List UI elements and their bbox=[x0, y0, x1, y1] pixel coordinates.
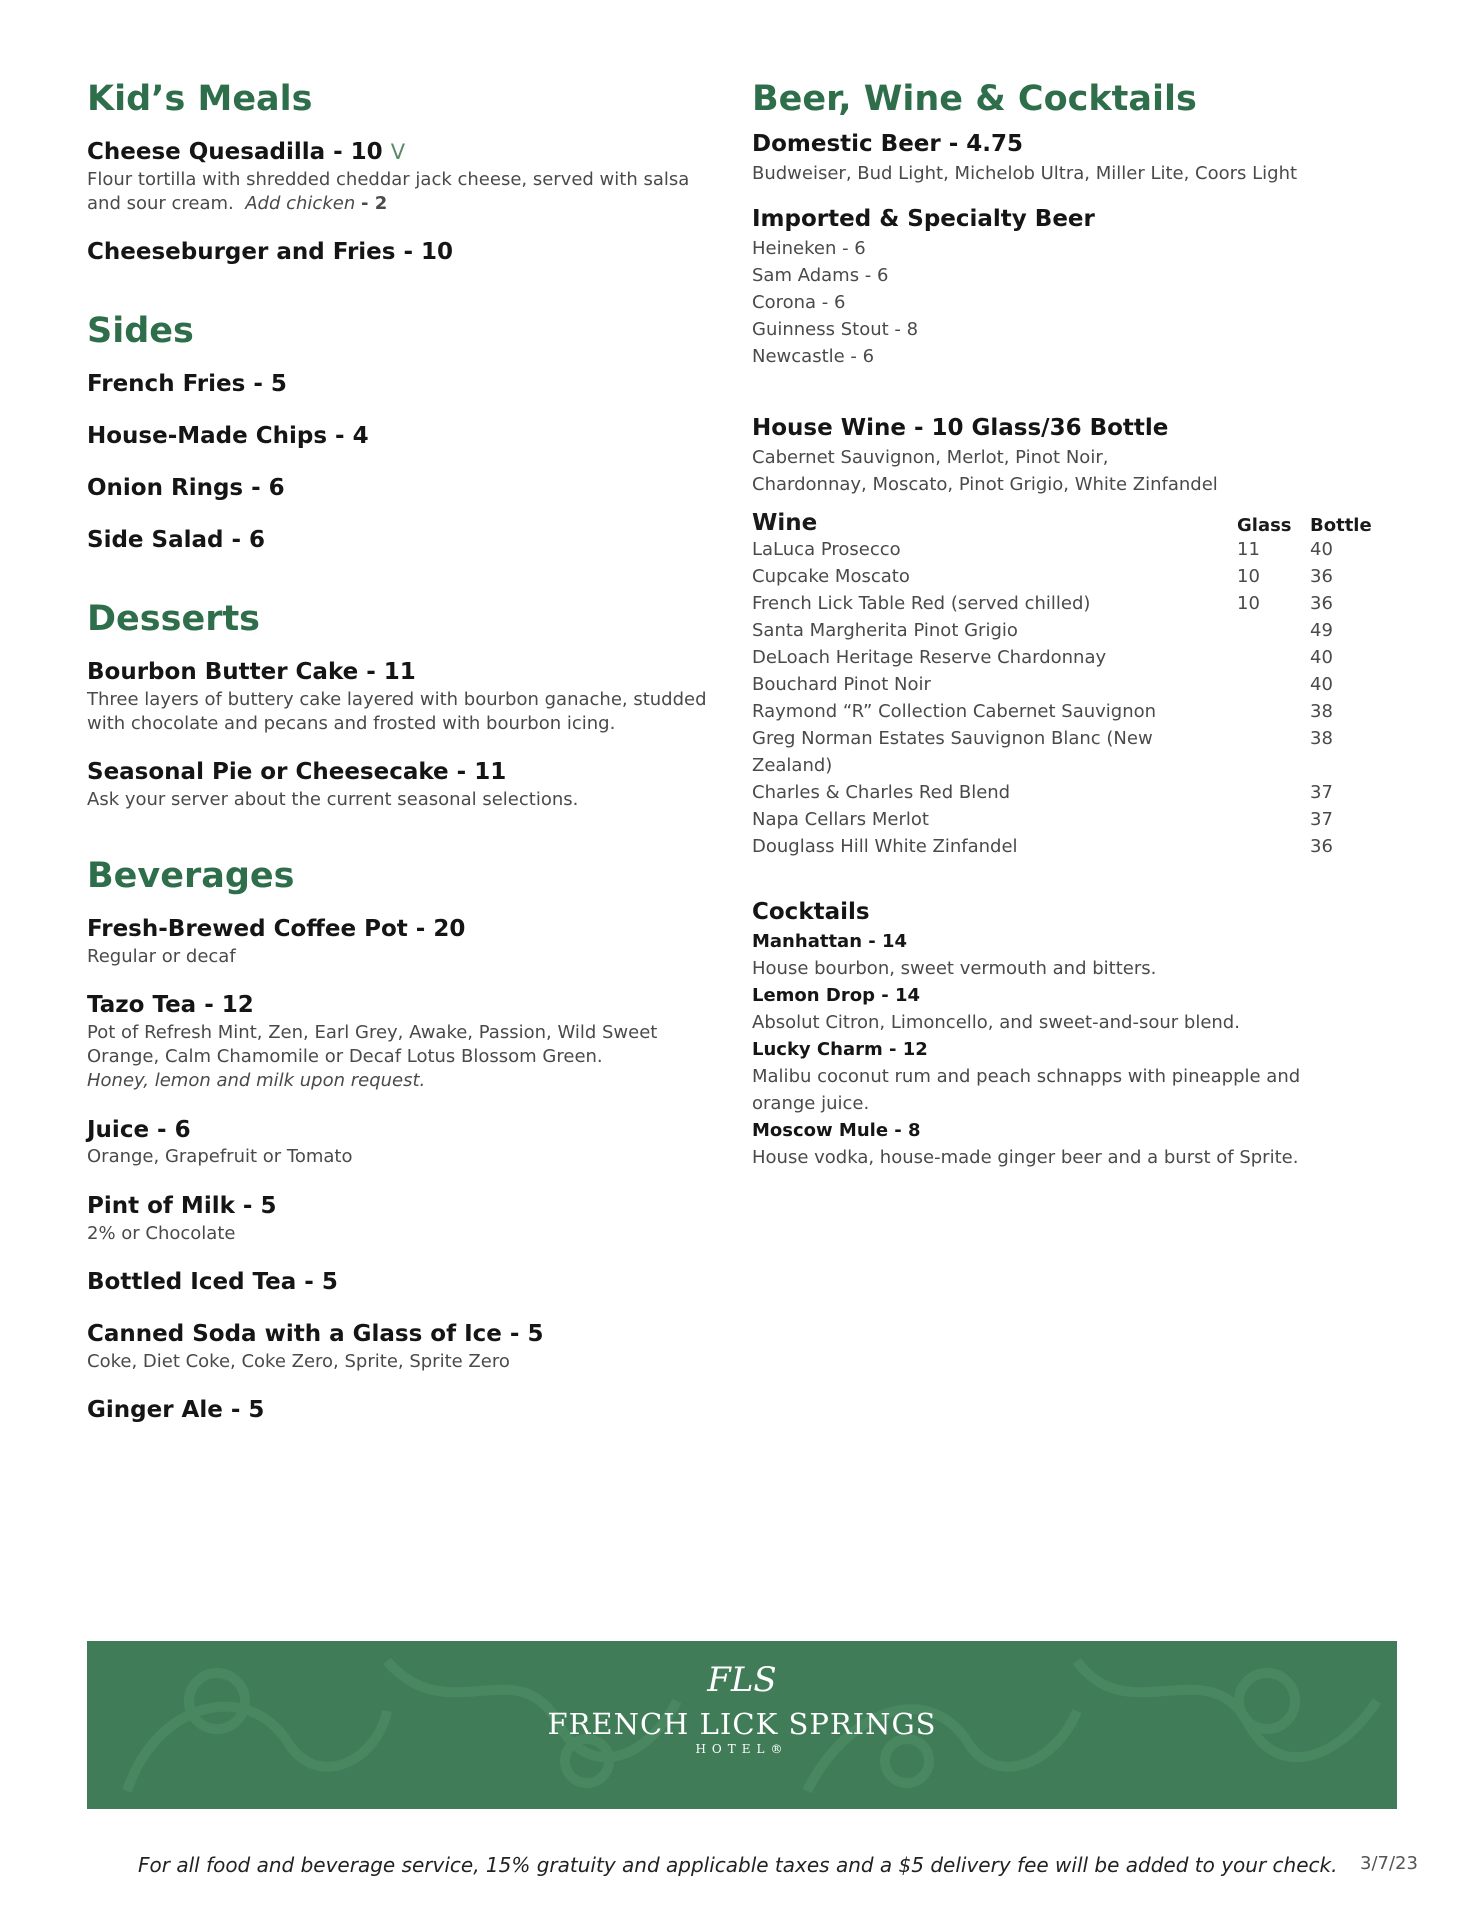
add-on-price: - 2 bbox=[360, 193, 388, 215]
menu-item bbox=[752, 130, 1402, 187]
table-row: Napa Cellars Merlot 37 bbox=[752, 808, 1333, 830]
hotel-banner bbox=[87, 1641, 1397, 1809]
glass-header: Glass bbox=[1237, 514, 1292, 536]
list-item: Heineken - 6 bbox=[752, 237, 866, 259]
menu-item bbox=[87, 915, 727, 969]
section-title-beverages: Beverages bbox=[87, 855, 295, 896]
table-row: Bouchard Pinot Noir 40 bbox=[752, 673, 1333, 695]
table-row: Santa Margherita Pinot Grigio 49 bbox=[752, 619, 1333, 641]
item-name: Juice - 6 bbox=[87, 1116, 191, 1143]
item-desc: Budweiser, Bud Light, Michelob Ultra, Miller Lite, Coors Light bbox=[752, 162, 1298, 184]
vegetarian-icon: V bbox=[390, 140, 406, 164]
menu-item bbox=[87, 1116, 727, 1170]
right-column bbox=[752, 78, 1402, 1171]
item-name: Side Salad - 6 bbox=[87, 527, 266, 554]
section-title-drinks: Beer, Wine & Cocktails bbox=[752, 79, 1197, 119]
menu-item bbox=[87, 526, 727, 556]
item-name: Bottled Iced Tea - 5 bbox=[87, 1268, 338, 1295]
menu-item bbox=[87, 1320, 727, 1374]
menu-date: 3/7/23 bbox=[1360, 1853, 1418, 1874]
table-row: LaLuca Prosecco 11 40 bbox=[752, 538, 1333, 560]
beer-list bbox=[752, 205, 1402, 370]
menu-item bbox=[87, 758, 727, 812]
list-item: Corona - 6 bbox=[752, 291, 846, 313]
section-title-desserts: Desserts bbox=[87, 598, 261, 639]
cocktail-desc: Malibu coconut rum and peach schnapps with pineapple and orange juice. bbox=[752, 1065, 1301, 1114]
item-desc: Chardonnay, Moscato, Pinot Grigio, White Zinfandel bbox=[752, 473, 1218, 495]
item-name: Bourbon Butter Cake - 11 bbox=[87, 658, 416, 685]
table-row: French Lick Table Red (served chilled) 10 36 bbox=[752, 592, 1333, 614]
section-title-sides: Sides bbox=[87, 311, 194, 352]
menu-item bbox=[87, 1192, 727, 1246]
item-name: Cheeseburger and Fries - 10 bbox=[87, 239, 454, 266]
item-name: House Wine - 10 Glass/36 Bottle bbox=[752, 414, 1169, 441]
wine-table bbox=[752, 510, 1402, 860]
table-row: Douglass Hill White Zinfandel 36 bbox=[752, 835, 1333, 857]
table-row: DeLoach Heritage Reserve Chardonnay 40 bbox=[752, 646, 1333, 668]
item-note: Honey, lemon and milk upon request. bbox=[87, 1070, 426, 1092]
item-name: Imported & Specialty Beer bbox=[752, 205, 1095, 232]
menu-item bbox=[87, 1396, 727, 1426]
table-row: Raymond “R” Collection Cabernet Sauvignon 38 bbox=[752, 700, 1333, 722]
left-column bbox=[87, 78, 727, 1448]
menu-item bbox=[87, 370, 727, 400]
item-name: Fresh-Brewed Coffee Pot - 20 bbox=[87, 915, 466, 942]
item-desc: 2% or Chocolate bbox=[87, 1222, 236, 1244]
item-name: Tazo Tea - 12 bbox=[87, 991, 254, 1018]
section-title-kids: Kid’s Meals bbox=[87, 79, 313, 119]
item-name: Onion Rings - 6 bbox=[87, 475, 285, 502]
menu-item bbox=[87, 991, 727, 1094]
add-on-label: Add chicken bbox=[245, 193, 356, 215]
menu-item bbox=[87, 1268, 727, 1298]
menu-item bbox=[752, 414, 1402, 498]
cocktails-title: Cocktails bbox=[752, 898, 870, 925]
cocktail-desc: House bourbon, sweet vermouth and bitters. bbox=[752, 957, 1157, 979]
item-desc: Regular or decaf bbox=[87, 945, 236, 967]
item-desc: Pot of Refresh Mint, Zen, Earl Grey, Awake, Passion, Wild Sweet Orange, Calm Chamomile or Decaf Lotus Blossom Green. bbox=[87, 1021, 658, 1067]
item-desc: Orange, Grapefruit or Tomato bbox=[87, 1146, 353, 1168]
item-desc: Coke, Diet Coke, Coke Zero, Sprite, Sprite Zero bbox=[87, 1350, 510, 1372]
wine-table-header bbox=[752, 510, 1402, 536]
hotel-name: FRENCH LICK SPRINGS bbox=[547, 1707, 937, 1741]
cocktail-name: Lemon Drop - 14 bbox=[752, 984, 921, 1006]
table-row: Charles & Charles Red Blend 37 bbox=[752, 781, 1333, 803]
footer-note: For all food and beverage service, 15% gratuity and applicable taxes and a $5 delivery fee will be added to your check. bbox=[138, 1853, 1338, 1877]
cocktails-list bbox=[752, 898, 1402, 1171]
item-name: Cheese Quesadilla - 10 bbox=[87, 139, 383, 165]
item-name: French Fries - 5 bbox=[87, 371, 287, 398]
item-desc: Ask your server about the current seasonal selections. bbox=[87, 789, 579, 811]
list-item: Newcastle - 6 bbox=[752, 345, 875, 367]
monogram-icon: FLS bbox=[707, 1660, 777, 1700]
cocktail-name: Manhattan - 14 bbox=[752, 930, 908, 952]
menu-item bbox=[87, 138, 727, 216]
item-name: Seasonal Pie or Cheesecake - 11 bbox=[87, 759, 507, 786]
item-name: House-Made Chips - 4 bbox=[87, 423, 369, 450]
item-name: Canned Soda with a Glass of Ice - 5 bbox=[87, 1320, 544, 1347]
table-row: Cupcake Moscato 10 36 bbox=[752, 565, 1333, 587]
menu-item bbox=[87, 474, 727, 504]
table-row: Greg Norman Estates Sauvignon Blanc (New Zealand) 38 bbox=[752, 727, 1333, 776]
hotel-sub: HOTEL® bbox=[695, 1741, 789, 1756]
wine-title: Wine bbox=[752, 509, 818, 536]
cocktail-name: Moscow Mule - 8 bbox=[752, 1119, 921, 1141]
hotel-logo bbox=[87, 1660, 1397, 1756]
list-item: Sam Adams - 6 bbox=[752, 264, 889, 286]
cocktail-desc: Absolut Citron, Limoncello, and sweet-and-sour blend. bbox=[752, 1011, 1240, 1033]
list-item: Guinness Stout - 8 bbox=[752, 318, 919, 340]
item-desc: Cabernet Sauvignon, Merlot, Pinot Noir, bbox=[752, 446, 1109, 468]
cocktail-desc: House vodka, house-made ginger beer and a burst of Sprite. bbox=[752, 1146, 1299, 1168]
item-name: Ginger Ale - 5 bbox=[87, 1397, 265, 1424]
item-name: Domestic Beer - 4.75 bbox=[752, 131, 1024, 157]
bottle-header: Bottle bbox=[1310, 514, 1372, 536]
cocktail-name: Lucky Charm - 12 bbox=[752, 1038, 928, 1060]
menu-item bbox=[87, 238, 727, 268]
item-desc: Flour tortilla with shredded cheddar jack cheese, served with salsa and sour cream. Add chicken - 2 bbox=[87, 168, 690, 215]
menu-item bbox=[87, 422, 727, 452]
menu-item bbox=[87, 658, 727, 736]
item-name: Pint of Milk - 5 bbox=[87, 1192, 277, 1219]
item-desc: Three layers of buttery cake layered with bourbon ganache, studded with chocolate and pecans and frosted with bourbon icing. bbox=[87, 688, 707, 735]
